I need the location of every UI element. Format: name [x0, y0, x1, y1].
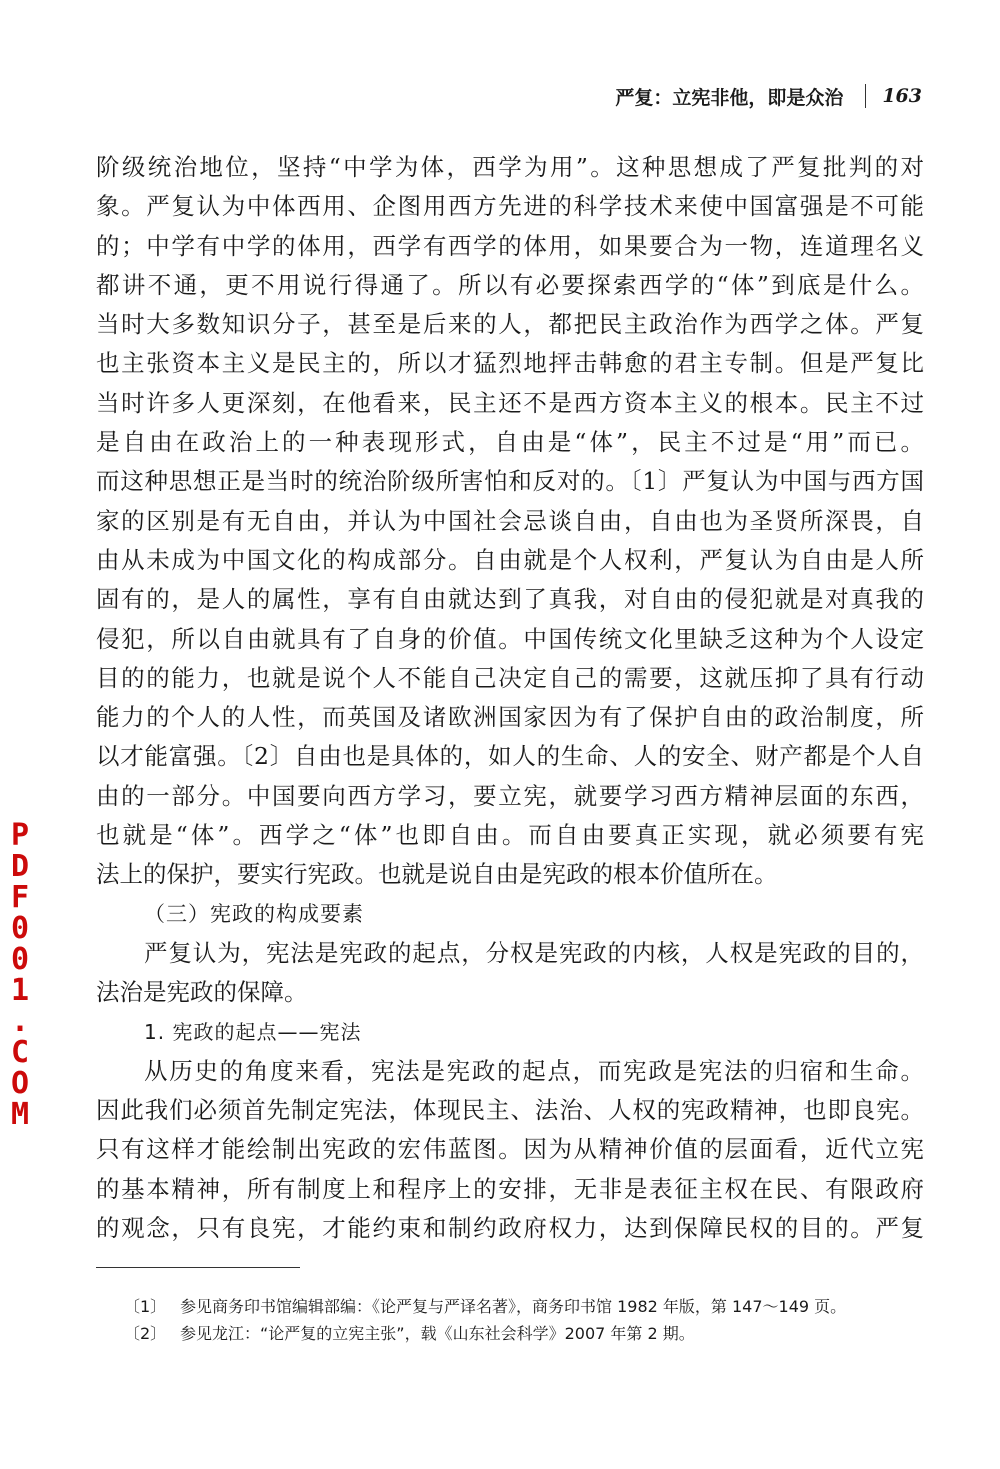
subsection-line: 从历史的角度来看，宪法是宪政的起点，而宪政是宪法的归宿和生命。 [144, 1056, 924, 1085]
body-line: 阶级统治地位，坚持“中学为体，西学为用”。这种思想成了严复批判的对 [96, 153, 924, 181]
section-line: 法治是宪政的保障。 [96, 978, 308, 1007]
watermark-char: D [10, 849, 30, 884]
watermark-char: M [10, 1097, 30, 1132]
body-line: 的；中学有中学的体用，西学有西学的体用，如果要合为一物，连道理名义 [96, 231, 924, 260]
section-line: 严复认为，宪法是宪政的起点，分权是宪政的内核，人权是宪政的目的， [144, 938, 924, 967]
body-line: 固有的，是人的属性，享有自由就达到了真我，对自由的侵犯就是对真我的 [96, 585, 924, 614]
body-line: 当时许多人更深刻，在他看来，民主还不是西方资本主义的根本。民主不过 [96, 388, 924, 417]
body-line: 都讲不通，更不用说行得通了。所以有必要探索西学的“体”到底是什么。 [96, 270, 924, 299]
body-line: 能力的个人的人性，而英国及诸欧洲国家因为有了保护自由的政治制度，所 [96, 703, 924, 732]
watermark-char: C [10, 1035, 30, 1070]
footnote-text: 参见商务印书馆编辑部编：《论严复与严译名著》，商务印书馆 1982 年版，第 147～149 页。 [180, 1297, 847, 1316]
section-heading: （三）宪政的构成要素 [144, 901, 364, 926]
page-number: 163 [882, 85, 922, 107]
footnote-2 [124, 1320, 924, 1347]
watermark-char: 1 [10, 973, 30, 1008]
subsection-line: 的观念，只有良宪，才能约束和制约政府权力，达到保障民权的目的。严复 [96, 1214, 924, 1243]
body-line: 目的的能力，也就是说个人不能自己决定自己的需要，这就压抑了具有行动 [96, 663, 924, 692]
watermark-char: . [10, 1004, 30, 1039]
running-head-divider [865, 84, 866, 108]
running-head-title: 严复：立宪非他，即是众治 [615, 86, 844, 109]
subsection-heading: 1. 宪政的起点——宪法 [144, 1019, 362, 1044]
footnote-mark: 〔1〕 [124, 1297, 167, 1316]
body-line: 象。严复认为中体西用、企图用西方先进的科学技术来使中国富强是不可能 [96, 192, 924, 221]
subsection-line: 只有这样才能绘制出宪政的宏伟蓝图。因为从精神价值的层面看，近代立宪 [96, 1135, 924, 1164]
footnote-mark: 〔2〕 [124, 1324, 167, 1343]
watermark [4, 820, 36, 1130]
subsection-line: 因此我们必须首先制定宪法，体现民主、法治、人权的宪政精神，也即良宪。 [96, 1096, 924, 1125]
footnote-rule [96, 1267, 300, 1268]
footnotes [124, 1293, 924, 1347]
watermark-char: 0 [10, 911, 30, 946]
watermark-char: O [10, 1066, 30, 1101]
body-line: 是自由在政治上的一种表现形式，自由是“体”，民主不过是“用”而已。 [96, 428, 924, 457]
body-line: 由的一部分。中国要向西方学习，要立宪，就要学习西方精神层面的东西， [96, 781, 924, 810]
watermark-char: F [10, 880, 30, 915]
subsection-line: 的基本精神，所有制度上和程序上的安排，无非是表征主权在民、有限政府 [96, 1174, 924, 1203]
body-line: 以才能富强。〔2〕自由也是具体的，如人的生命、人的安全、财产都是个人自 [96, 742, 924, 771]
watermark-char: P [10, 818, 30, 853]
body-line: 而这种思想正是当时的统治阶级所害怕和反对的。〔1〕严复认为中国与西方国 [96, 467, 924, 496]
running-head [615, 80, 922, 112]
body-line: 也主张资本主义是民主的，所以才猛烈地抨击韩愈的君主专制。但是严复比 [96, 349, 924, 378]
body-line: 法上的保护，要实行宪政。也就是说自由是宪政的根本价值所在。 [96, 860, 778, 889]
footnote-1 [124, 1293, 924, 1320]
body-line: 也就是“体”。西学之“体”也即自由。而自由要真正实现，就必须要有宪 [96, 821, 924, 850]
footnote-text: 参见龙江：“论严复的立宪主张”，载《山东社会科学》2007 年第 2 期。 [180, 1324, 695, 1343]
body-line: 当时大多数知识分子，甚至是后来的人，都把民主政治作为西学之体。严复 [96, 310, 924, 339]
watermark-char: 0 [10, 942, 30, 977]
body-text [96, 148, 924, 1248]
body-line: 家的区别是有无自由，并认为中国社会忌谈自由，自由也为圣贤所深畏，自 [96, 506, 924, 535]
body-line: 由从未成为中国文化的构成部分。自由就是个人权利，严复认为自由是人所 [96, 545, 924, 574]
body-line: 侵犯，所以自由就具有了自身的价值。中国传统文化里缺乏这种为个人设定 [96, 624, 924, 653]
